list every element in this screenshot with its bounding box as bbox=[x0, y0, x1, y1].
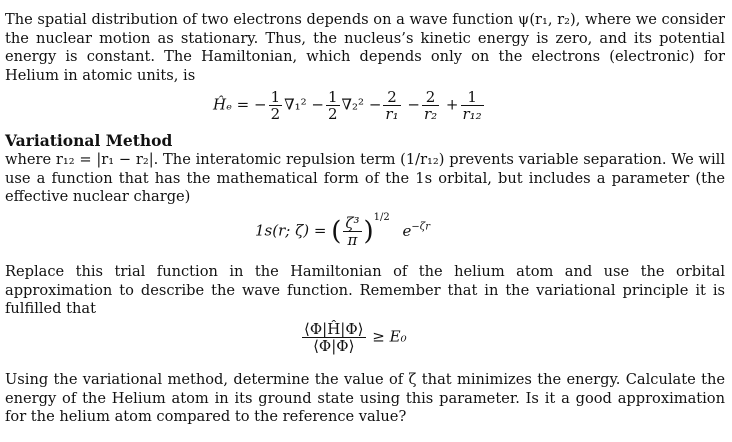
orbital-numerator: ζ³ bbox=[345, 214, 360, 232]
orbital-equation bbox=[255, 211, 431, 249]
orbital-open-paren: ( bbox=[331, 216, 342, 247]
term-1-denominator: 2 bbox=[270, 105, 281, 123]
principle-numerator: ⟨Φ|Ĥ|Φ⟩ bbox=[304, 320, 364, 338]
orbital-exp-power: −ζr bbox=[411, 221, 431, 233]
term-1-fraction bbox=[269, 89, 283, 122]
orbital-lhs: 1s(r; ζ) = bbox=[255, 221, 327, 240]
term-3-sign: − bbox=[368, 95, 382, 114]
term-5-fraction bbox=[461, 89, 484, 122]
hamiltonian-lhs: Ĥₑ = bbox=[213, 95, 250, 114]
variational-principle-equation bbox=[300, 321, 407, 354]
hamiltonian-equation bbox=[213, 89, 486, 122]
orbital-exp-base: e bbox=[402, 221, 412, 240]
term-3-fraction bbox=[383, 89, 400, 122]
term-4-denominator: r₂ bbox=[423, 105, 438, 123]
term-2-fraction bbox=[326, 89, 340, 122]
intro-paragraph: The spatial distribution of two electrons depends on a wave function ψ(r₁, r₂), where we consider the nuclear motion as stationary. Thus, the nucleus’s kinetic energy is zero, and its potential energy is constant. The Hamiltonian, which depends only on the electrons (electronic) for Helium in atomic units, is bbox=[5, 11, 725, 84]
variational-paragraph: where r₁₂ = |r₁ − r₂|. The interatomic repulsion term (1/r₁₂) prevents variable separation. We will use a function that has the mathematical form of the 1s orbital, but includes a parameter (the effective nuclear charge) bbox=[5, 151, 725, 205]
orbital-close-paren: ) bbox=[363, 216, 374, 247]
term-3-denominator: r₁ bbox=[385, 105, 399, 123]
term-5-sign: + bbox=[445, 95, 459, 114]
term-2-sign: − bbox=[311, 95, 324, 114]
orbital-denominator: π bbox=[347, 231, 358, 249]
term-3-numerator: 2 bbox=[383, 89, 400, 106]
term-1-sign: − bbox=[254, 95, 267, 114]
orbital-power: 1/2 bbox=[373, 211, 390, 223]
question-paragraph: Using the variational method, determine the value of ζ that minimizes the energy. Calculate the energy of the Helium atom in its ground state using this parameter. Is it a good approximation for the helium atom compared to the reference value? bbox=[5, 371, 725, 425]
section-heading: Variational Method bbox=[5, 131, 173, 150]
term-5-denominator: r₁₂ bbox=[462, 105, 482, 123]
term-4-numerator: 2 bbox=[422, 89, 439, 106]
principle-denominator: ⟨Φ|Φ⟩ bbox=[313, 337, 355, 355]
term-2-operator: ∇₂² bbox=[341, 95, 365, 114]
term-5-numerator: 1 bbox=[461, 89, 484, 106]
term-2-denominator: 2 bbox=[328, 105, 338, 123]
orbital-fraction bbox=[343, 215, 361, 248]
term-4-fraction bbox=[422, 89, 439, 122]
term-4-sign: − bbox=[407, 95, 420, 114]
term-2-numerator: 1 bbox=[328, 88, 338, 106]
term-1-numerator: 1 bbox=[270, 88, 281, 106]
replace-paragraph: Replace this trial function in the Hamiltonian of the helium atom and use the orbital approximation to describe the wave function. Remember that in the variational principle it is fulfilled that bbox=[5, 263, 725, 317]
term-1-operator: ∇₁² bbox=[284, 95, 307, 114]
principle-rhs: ≥ E₀ bbox=[372, 327, 407, 346]
principle-fraction bbox=[302, 321, 366, 354]
